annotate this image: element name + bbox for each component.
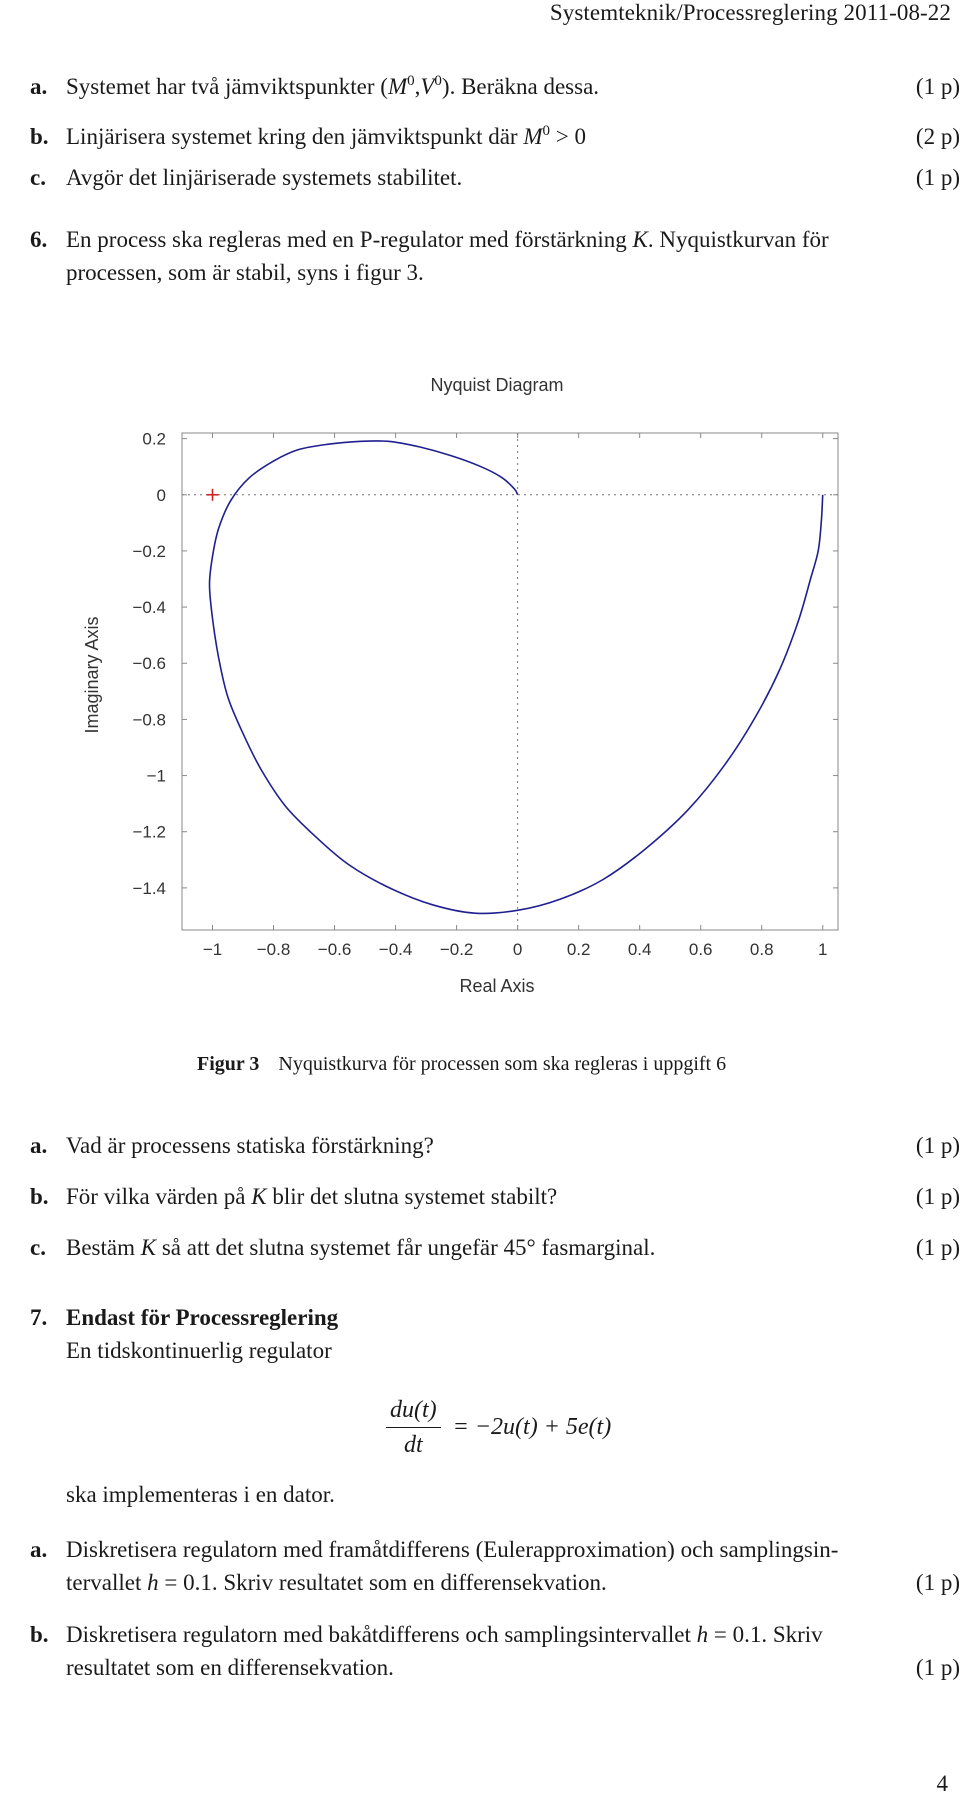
question-7-after: ska implementeras i en dator. [66,1482,335,1507]
x-tick-label: 0.8 [749,940,774,959]
nyquist-curve [210,441,823,914]
question-6c [30,1233,960,1265]
question-5b-text: Linjärisera systemet kring den jämviktspunkt där $M^0 > 0$ [66,123,586,149]
question-5b [30,122,960,154]
figure-label: Figur 3 [197,1053,260,1075]
label-a: a. [30,1537,48,1562]
points: (1 p) [915,1570,960,1595]
question-number: 6. [30,227,48,252]
points: (1 p) [915,1133,960,1158]
x-tick-label: −1 [202,940,223,959]
question-6c-text: Bestäm K så att det slutna systemet får ungefär 45° fasmarginal. [66,1235,656,1260]
y-tick-label: −0.8 [132,710,166,730]
x-tick-label: −0.6 [317,940,352,959]
figure-caption-text: Nyquistkurva för processen som ska regleras i uppgift 6 [278,1053,727,1075]
points: (1 p) [915,165,960,190]
y-tick-label: 0 [156,485,166,505]
points: (2 p) [915,124,960,149]
question-7 [30,1303,960,1373]
x-tick-label: −0.8 [256,940,291,959]
fraction-denominator: dt [403,1432,423,1458]
chart-title: Nyquist Diagram [430,375,564,395]
question-number: 7. [30,1305,48,1330]
question-6 [30,225,960,295]
y-tick-label: 0.2 [142,429,166,449]
y-axis-label: Imaginary Axis [82,616,102,734]
question-7a [30,1535,960,1605]
x-tick-label: −0.4 [378,940,413,959]
label-c: c. [30,1235,46,1260]
x-axis-label: Real Axis [459,976,535,996]
question-6b [30,1182,960,1214]
x-ticks [203,433,828,959]
y-tick-label: −0.4 [132,598,166,618]
fraction-numerator: du(t) [386,1393,441,1428]
question-7b-line2: resultatet som en differensekvation. [66,1655,394,1680]
y-ticks [132,430,838,898]
x-tick-label: 0.4 [627,940,652,959]
y-tick-label: −1.4 [132,878,166,898]
y-tick-label: −0.2 [132,541,166,561]
question-7-intro: En tidskontinuerlig regulator [66,1338,332,1363]
question-6a-text: Vad är processens statiska förstärkning? [66,1133,434,1158]
x-tick-label: 1 [818,940,828,959]
grid-lines [182,433,838,930]
page-number: 4 [936,1771,948,1796]
label-c: c. [30,165,46,190]
page-header: Systemteknik/Processreglering 2011-08-22 [549,0,951,25]
question-5c-text: Avgör det linjäriserade systemets stabilitet. [66,165,463,190]
points: (1 p) [915,1655,960,1680]
equation-fraction [386,1393,441,1462]
x-tick-label: 0 [512,940,523,959]
label-a: a. [30,74,48,99]
label-b: b. [30,124,49,149]
question-7b-line1: Diskretisera regulatorn med bakåtdifferens och samplingsintervallet h = 0.1. Skriv [66,1622,823,1647]
x-tick-label: −0.2 [439,940,474,959]
question-7a-line1: Diskretisera regulatorn med framåtdifferens (Eulerapproximation) och samplingsin- [66,1537,839,1562]
equation-rhs: = −2u(t) + 5e(t) [452,1414,612,1440]
points: (1 p) [915,1184,960,1209]
y-tick-label: −0.6 [132,654,166,674]
question-7-title: Endast för Processreglering [66,1305,339,1330]
y-tick-label: −1 [146,766,166,786]
question-7a-line2: tervallet h = 0.1. Skriv resultatet som en differensekvation. [66,1570,607,1595]
x-tick-label: 0.2 [566,940,591,959]
points: (1 p) [915,1235,960,1260]
question-6-line1: En process ska regleras med en P-regulator med förstärkning K. Nyquistkurvan för [66,227,829,252]
label-a: a. [30,1133,48,1158]
x-tick-label: 0.6 [688,940,713,959]
question-6-line2: processen, som är stabil, syns i figur 3. [66,260,424,285]
label-b: b. [30,1184,49,1209]
question-5a-text: Systemet har två jämviktspunkter $(M^0,V^0)$. Beräkna dessa. [66,73,600,99]
question-5a [30,72,960,104]
question-7b [30,1620,960,1690]
label-b: b. [30,1622,49,1647]
plot-frame [182,433,838,930]
figure-caption [197,1053,726,1076]
critical-point-marker [207,489,219,501]
equation [386,1393,611,1462]
points: (1 p) [915,74,960,99]
question-6b-text: För vilka värden på K blir det slutna systemet stabilt? [66,1184,558,1209]
question-6a [30,1131,960,1163]
nyquist-chart [0,360,960,1120]
question-5c [30,163,960,195]
y-tick-label: −1.2 [132,822,166,842]
